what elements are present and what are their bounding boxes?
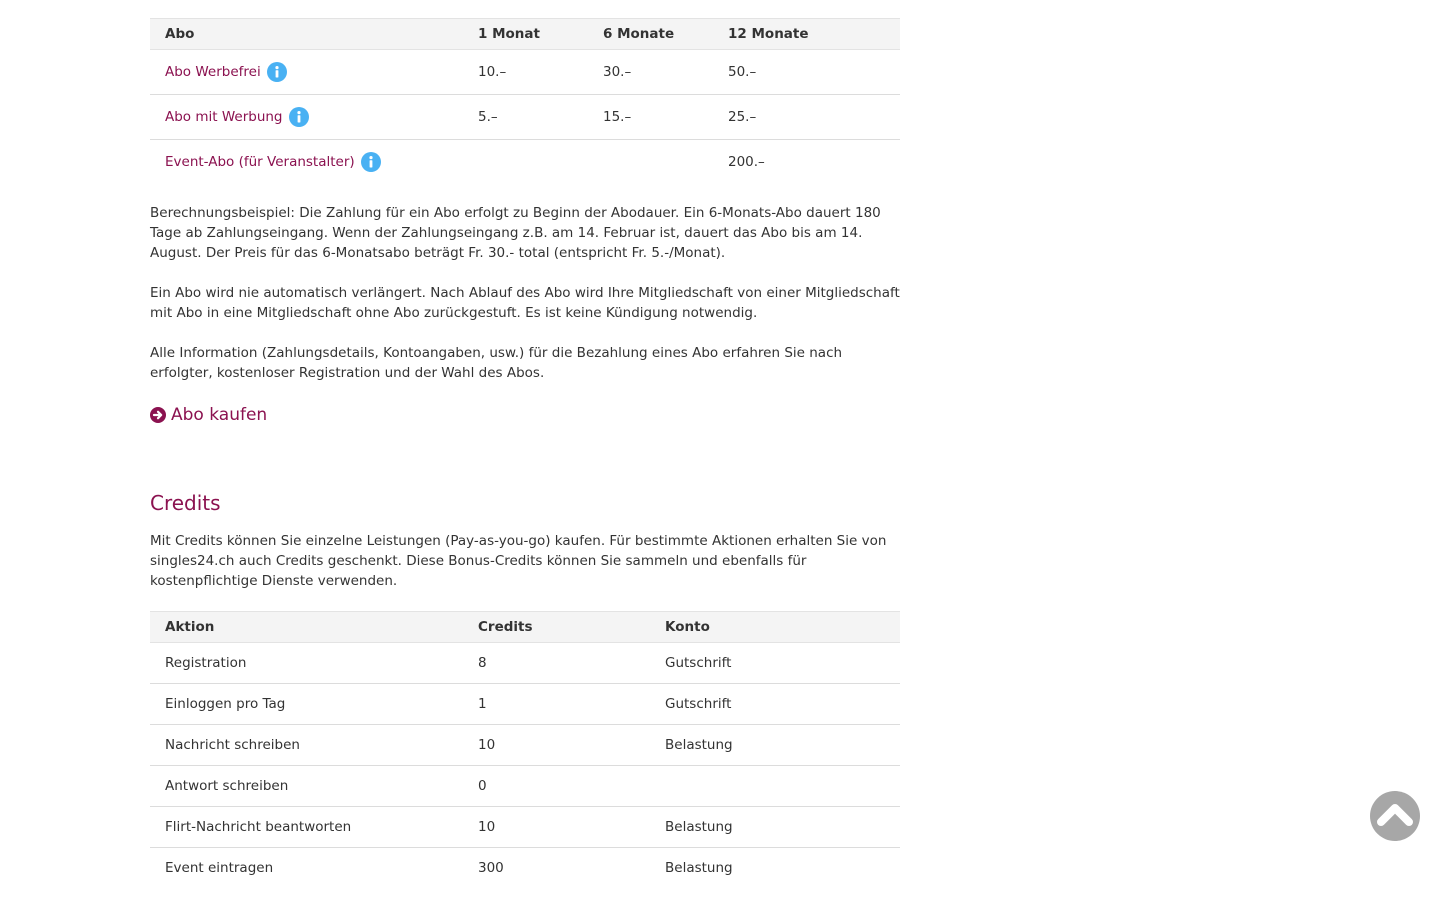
aktion-cell: Nachricht schreiben <box>150 725 463 766</box>
table-row <box>150 684 900 725</box>
price-cell <box>463 140 588 185</box>
payment-info-text: Alle Information (Zahlungsdetails, Kontoangaben, usw.) für die Bezahlung eines Abo erfahren Sie nach erfolgter, kostenloser Registration und der Wahl des Abos. <box>150 345 843 381</box>
credits-intro-text: Mit Credits können Sie einzelne Leistungen (Pay-as-you-go) kaufen. Für bestimmte Aktionen erhalten Sie von singles24.ch auch Credits geschenkt. Diese Bonus-Credits können Sie sammeln und ebenfalls für kostenpflichtige Dienste verwenden. <box>150 533 887 589</box>
table-row <box>150 140 900 185</box>
table-row <box>150 807 900 848</box>
price-cell: 5.– <box>463 95 588 140</box>
abo-price-table <box>150 18 900 184</box>
price-cell: 50.– <box>713 50 900 95</box>
aktion-cell: Einloggen pro Tag <box>150 684 463 725</box>
aktion-cell: Antwort schreiben <box>150 766 463 807</box>
abo-name-cell <box>150 50 463 95</box>
credits-cell: 10 <box>463 807 650 848</box>
credits-cell: 300 <box>478 860 504 876</box>
konto-cell: Gutschrift <box>650 684 900 725</box>
price-cell: 200.– <box>728 154 765 170</box>
price-cell <box>588 140 713 185</box>
credits-table <box>150 611 900 888</box>
credits-table-header <box>150 612 900 643</box>
info-icon[interactable] <box>267 62 287 82</box>
credits-cell: 10 <box>463 725 650 766</box>
abo-col-header: Abo <box>150 19 463 50</box>
konto-cell: Belastung <box>665 860 733 876</box>
info-icon[interactable] <box>289 107 309 127</box>
konto-cell: Belastung <box>650 725 900 766</box>
month6-col-header: 6 Monate <box>588 19 713 50</box>
aktion-col-header: Aktion <box>150 612 463 643</box>
aktion-cell: Event eintragen <box>165 860 274 876</box>
table-row <box>150 643 900 684</box>
table-row <box>150 766 900 807</box>
auto-renewal-text: Ein Abo wird nie automatisch verlängert. Nach Ablauf des Abo wird Ihre Mitgliedschaft von einer Mitgliedschaft mit Abo in eine Mitgliedschaft ohne Abo zurückgestuft. Es ist keine Kündigung notwendig. <box>150 285 900 321</box>
aktion-cell: Registration <box>150 643 463 684</box>
konto-cell <box>650 766 900 807</box>
month12-col-header: 12 Monate <box>713 19 900 50</box>
konto-cell: Gutschrift <box>650 643 900 684</box>
scroll-to-top-button[interactable] <box>1370 791 1420 841</box>
credits-cell: 0 <box>463 766 650 807</box>
table-row <box>150 848 900 889</box>
table-row <box>150 725 900 766</box>
price-cell: 30.– <box>588 50 713 95</box>
price-cell: 15.– <box>588 95 713 140</box>
credits-col-header: Credits <box>463 612 650 643</box>
chevron-up-icon <box>1370 791 1420 841</box>
calculation-example-text: Berechnungsbeispiel: Die Zahlung für ein Abo erfolgt zu Beginn der Abodauer. Ein 6-Monats-Abo dauert 180 Tage ab Zahlungseingang. Wenn der Zahlungseingang z.B. am 14. Februar ist, dauert das Abo bis am 14. August. Der Preis für das 6-Monatsabo beträgt Fr. 30.- total (entspricht Fr. 5.-/Monat). <box>150 205 881 261</box>
konto-col-header: Konto <box>650 612 900 643</box>
abo-name-cell <box>150 95 463 140</box>
credits-cell: 1 <box>463 684 650 725</box>
info-icon[interactable] <box>361 152 381 172</box>
abo-table-header <box>150 19 900 50</box>
abo-mit-werbung-link[interactable]: Abo mit Werbung <box>165 109 283 125</box>
main-content <box>150 18 900 888</box>
konto-cell: Belastung <box>650 807 900 848</box>
month1-col-header: 1 Monat <box>463 19 588 50</box>
circle-arrow-right-icon <box>150 407 166 423</box>
table-row <box>150 50 900 95</box>
event-abo-link[interactable]: Event-Abo (für Veranstalter) <box>165 154 355 170</box>
abo-kaufen-link[interactable] <box>150 405 267 425</box>
abo-name-cell <box>150 140 463 185</box>
price-cell: 25.– <box>713 95 900 140</box>
aktion-cell: Flirt-Nachricht beantworten <box>150 807 463 848</box>
table-row <box>150 95 900 140</box>
abo-kaufen-label: Abo kaufen <box>171 405 268 425</box>
abo-werbefrei-link[interactable]: Abo Werbefrei <box>165 64 261 80</box>
credits-cell: 8 <box>463 643 650 684</box>
price-cell: 10.– <box>463 50 588 95</box>
credits-heading: Credits <box>150 491 221 515</box>
